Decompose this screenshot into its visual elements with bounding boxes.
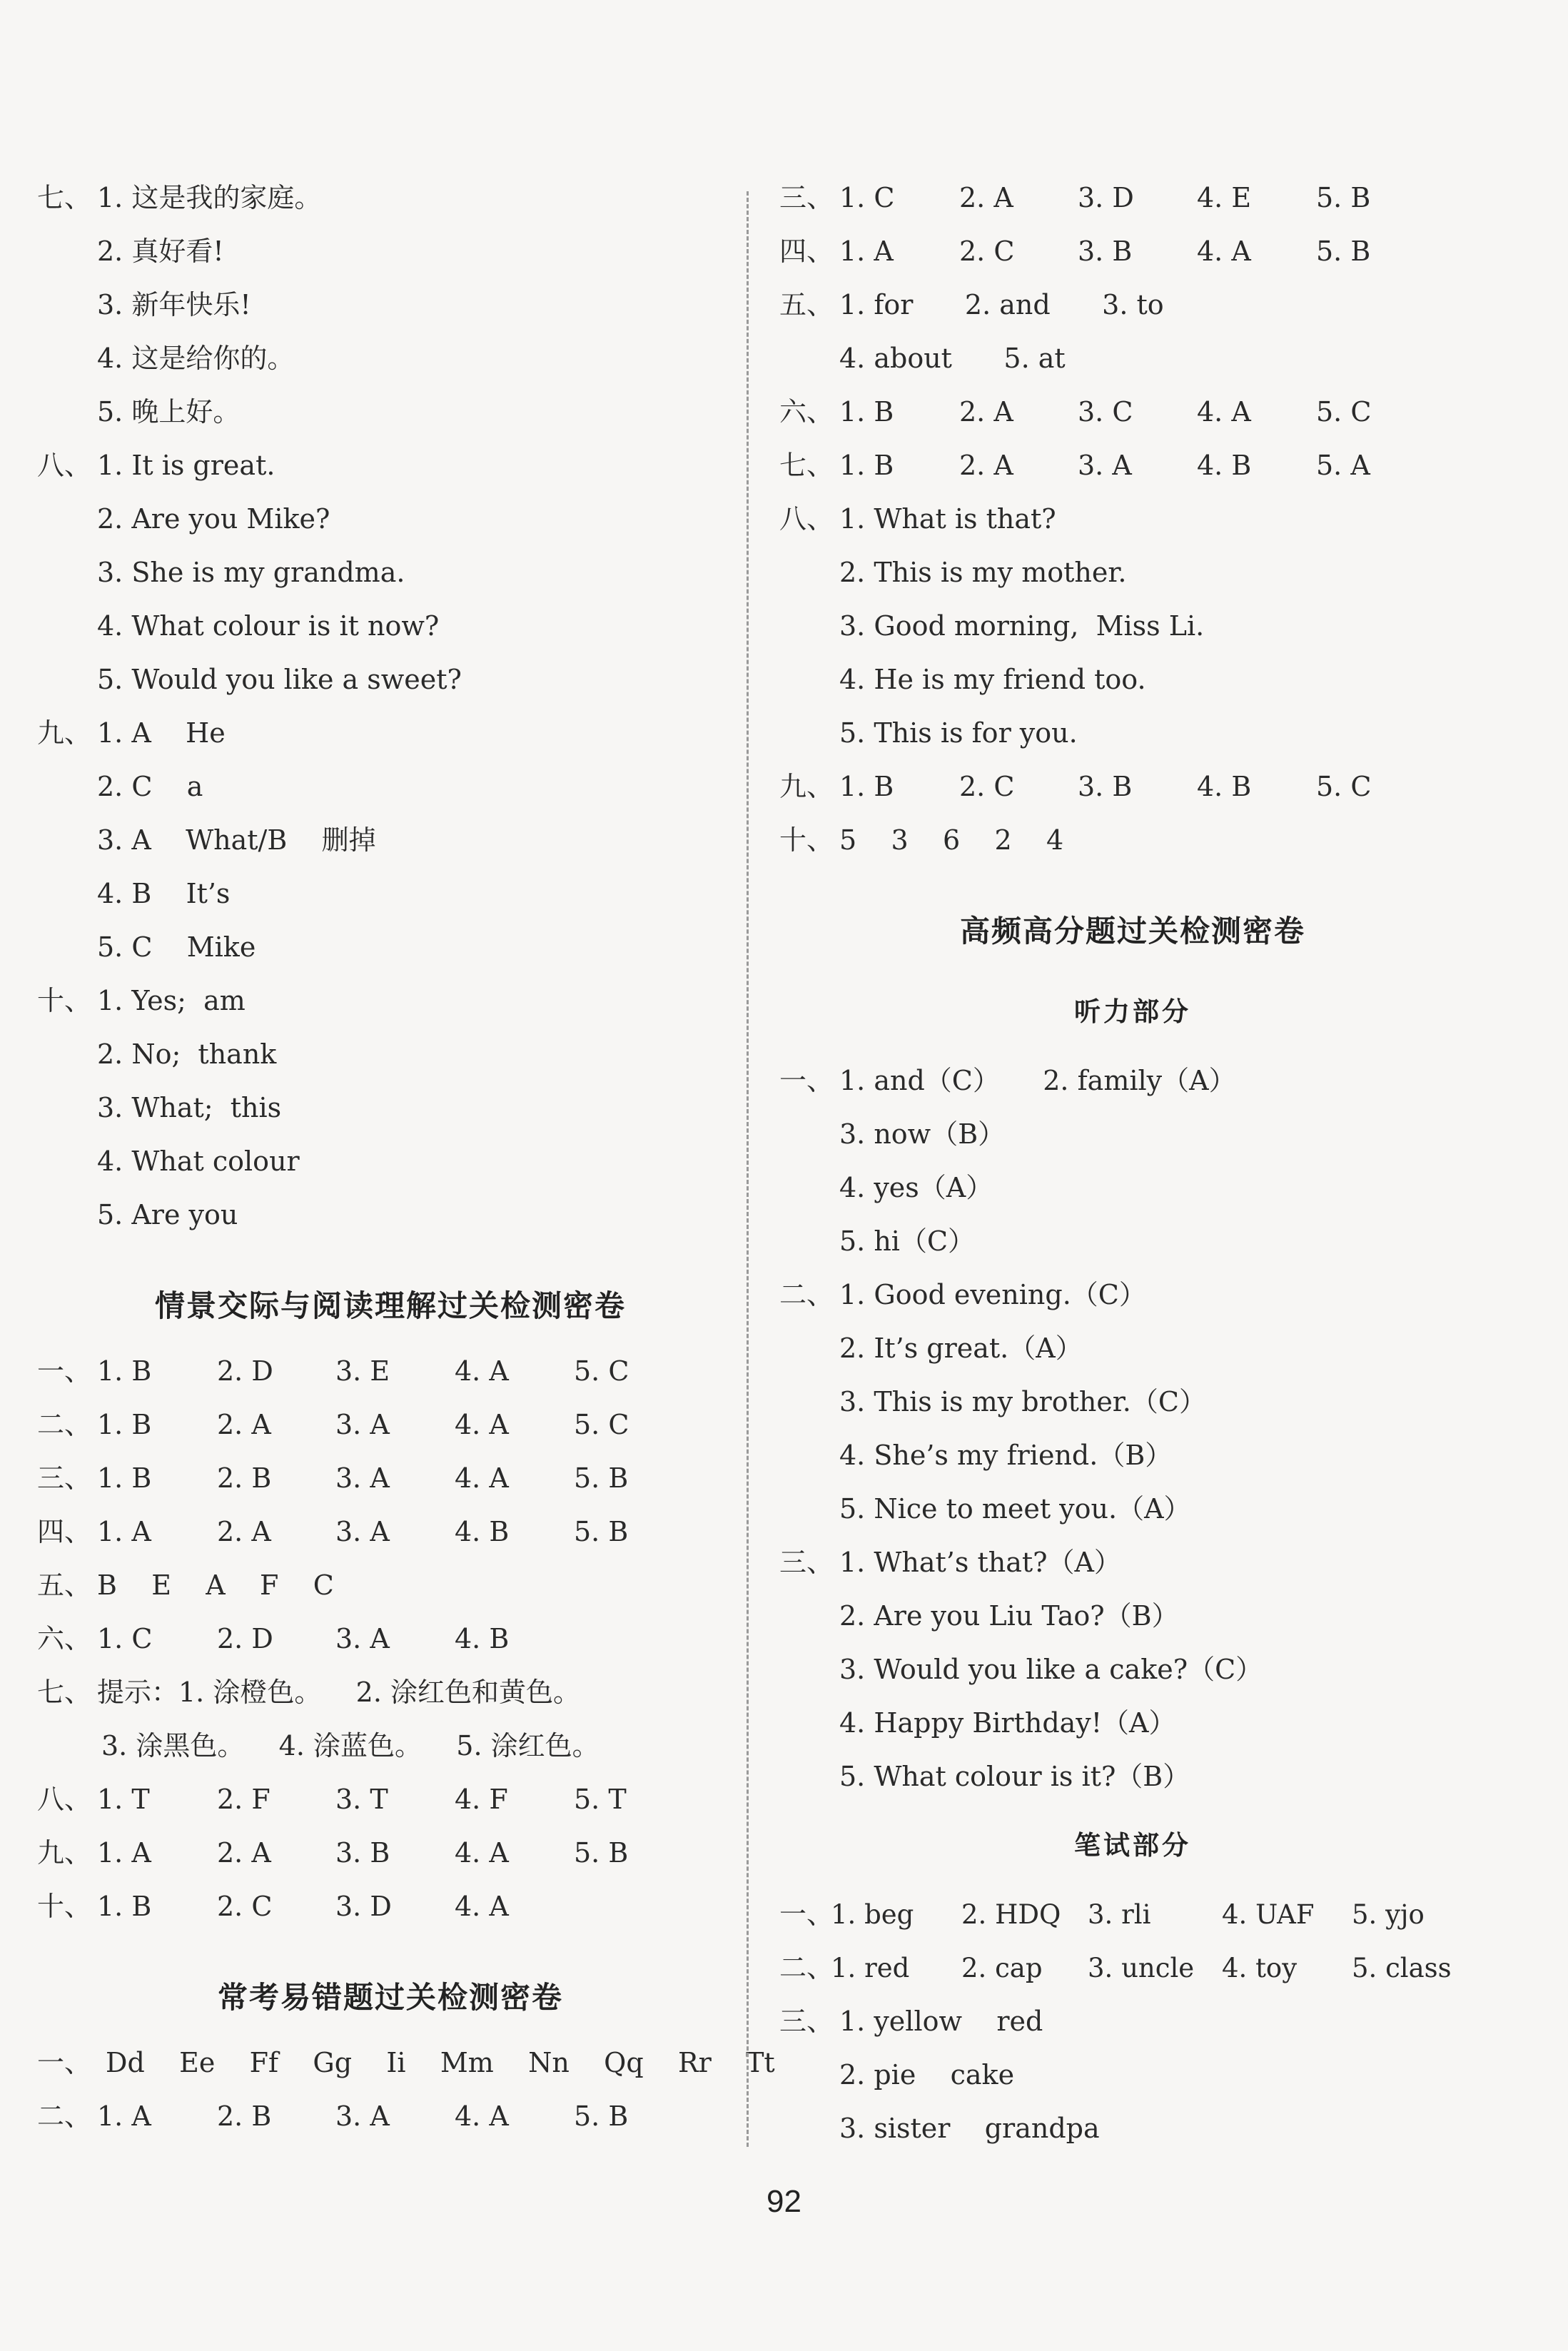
answer-line [37,760,744,814]
answer-cell: 3. A [335,1516,390,1547]
answer-cell: 2. B [217,1462,272,1494]
answer-text: 3. 新年快乐! [97,289,251,320]
answer-text: 4. yes（A） [839,1172,993,1203]
answer-row [37,1880,744,1933]
answer-cell: 1. C [839,182,895,213]
question-marker: 一、 [779,1899,834,1930]
answer-text: 1. What is that? [839,503,1056,535]
question-marker: 四、 [779,236,834,267]
answer-cell: 2. D [217,1355,273,1387]
answer-line [37,814,744,867]
answer-line [779,2048,1486,2102]
listening-subtitle: 听力部分 [1074,996,1191,1027]
answer-line [37,653,744,707]
answer-cell: 3. A [335,2100,390,2132]
answer-text: 3. 涂黑色。 4. 涂蓝色。 5. 涂红色。 [101,1730,600,1761]
answer-line [37,492,744,546]
answer-line [37,1135,744,1188]
question-marker: 三、 [779,182,834,213]
answer-line [779,1750,1486,1804]
question-marker: 九、 [779,771,834,802]
question-marker: 五、 [779,289,834,320]
answer-line [37,1081,744,1135]
answer-cell: 4. UAF [1222,1899,1315,1930]
answer-cell: 3. T [335,1784,388,1815]
right-column [779,171,1486,2155]
answer-cell: 1. beg [831,1899,914,1930]
answer-cell: 1. B [97,1462,152,1494]
answer-cell: 1. B [839,771,894,802]
answer-cell: 4. E [1197,182,1252,213]
answer-line [779,1268,1486,1322]
answer-cell: 4. A [455,1355,509,1387]
answer-text: 5. Would you like a sweet? [97,664,462,695]
answer-cell: 1. A [839,236,894,267]
answer-cell: 4. A [1197,396,1251,428]
answer-text: 4. What colour is it now? [97,610,440,642]
section-title: 常考易错题过关检测密卷 [217,1980,563,2015]
answer-cell: 5. B [574,1516,629,1547]
answer-cell: 5. C [1316,396,1372,428]
answer-text: 4. 这是给你的。 [97,343,295,374]
answer-cell: 2. C [217,1891,273,1922]
question-marker: 六、 [779,396,834,428]
answer-cell: 2. D [217,1623,273,1654]
answer-cell: 3. A [335,1409,390,1440]
answer-cell: 5. B [1316,182,1371,213]
answer-cell: 5. B [1316,236,1371,267]
answer-cell: 3. A [1078,450,1132,481]
answer-cell: 4. B [1197,771,1252,802]
answer-text: 2. This is my mother. [839,557,1127,588]
question-marker: 八、 [37,450,92,481]
question-marker: 十、 [37,985,92,1016]
answer-text: 3. Would you like a cake?（C） [839,1654,1263,1685]
question-marker: 七、 [779,450,834,481]
answer-line [779,1161,1486,1215]
answer-line [779,546,1486,600]
answer-line [37,439,744,492]
section-title: 高频高分题过关检测密卷 [959,914,1305,949]
answer-line [779,600,1486,653]
answer-line [779,1697,1486,1750]
answer-cell: 5. C [574,1409,629,1440]
answer-row [37,1719,744,1773]
answer-line [37,546,744,600]
question-marker: 九、 [37,1837,92,1869]
answer-cell: 4. A [455,1837,509,1869]
answer-cell: 2. C [959,236,1015,267]
answer-line [37,332,744,385]
question-marker: 三、 [779,1547,834,1578]
answer-line [779,492,1486,546]
answer-line [779,1108,1486,1161]
answer-row [779,1941,1486,1995]
answer-cell: 5. class [1352,1953,1452,1983]
answer-text: 5 3 6 2 4 [839,824,1064,856]
answer-cell: 5. T [574,1784,627,1815]
answer-text: 1. It is great. [97,450,275,481]
answer-line [37,707,744,760]
written-subtitle: 笔试部分 [1074,1830,1191,1861]
answer-line [37,171,744,225]
answer-row [779,1888,1486,1941]
answer-text: 3. What; this [97,1092,282,1123]
answer-cell: 2. B [217,2100,272,2132]
answer-cell: 5. B [574,2100,629,2132]
answer-text: 1. A He [97,717,226,749]
answer-line [779,1995,1486,2048]
answer-line [779,1482,1486,1536]
answer-cell: 3. rli [1088,1899,1151,1930]
answer-text: 4. B It’s [97,878,231,909]
answer-row [37,1773,744,1826]
question-marker: 七、 [37,182,92,213]
answer-line [779,1215,1486,1268]
question-marker: 七、 [37,1677,92,1708]
answer-text: 4. What colour [97,1146,300,1177]
answer-cell: 1. B [97,1355,152,1387]
answer-cell: 3. B [1078,771,1133,802]
answer-text: 5. C Mike [97,931,256,963]
question-marker: 一、 [37,2047,92,2078]
answer-text: 5. hi（C） [839,1225,976,1257]
answer-text: 2. 真好看! [97,236,224,267]
answer-row [37,1452,744,1505]
answer-line [779,1536,1486,1589]
answer-cell: 4. A [1197,236,1251,267]
answer-line [37,1028,744,1081]
answer-cell: 2. A [959,450,1013,481]
answer-line [37,600,744,653]
answer-text: 2. pie cake [839,2059,1015,2090]
answer-line [37,278,744,332]
question-marker: 一、 [779,1065,834,1096]
question-marker: 十、 [779,824,834,856]
answer-cell: 3. A [335,1623,390,1654]
answer-cell: 2. HDQ [961,1899,1061,1930]
answer-text: 1. for 2. and 3. to [839,289,1164,320]
answer-line [37,921,744,974]
answer-text: 2. It’s great.（A） [839,1333,1083,1364]
answer-text: Dd Ee Ff Gg Ii Mm Nn Qq Rr Tt [106,2047,775,2078]
answer-line [37,1188,744,1242]
answer-cell: 2. A [959,396,1013,428]
answer-text: 5. What colour is it?（B） [839,1761,1190,1792]
answer-cell: 4. B [455,1516,510,1547]
answer-text: 1. and（C） 2. family（A） [839,1065,1236,1096]
answer-text: 1. Good evening.（C） [839,1279,1146,1310]
answer-cell: 1. B [839,450,894,481]
answer-row [779,760,1486,814]
answer-line [779,653,1486,707]
answer-cell: 4. B [455,1623,510,1654]
answer-text: 1. yellow red [839,2006,1043,2037]
question-marker: 六、 [37,1623,92,1654]
answer-text: 4. about 5. at [839,343,1066,374]
section-title: 情景交际与阅读理解过关检测密卷 [154,1288,626,1323]
answer-cell: 3. E [335,1355,390,1387]
answer-text: 3. Good morning, Miss Li. [839,610,1205,642]
answer-line [779,1375,1486,1429]
answer-text: 3. sister grandpa [839,2113,1100,2144]
answer-cell: 3. B [1078,236,1133,267]
answer-row [779,278,1486,332]
page-number: 92 [767,2184,801,2219]
answer-text: 2. C a [97,771,203,802]
question-marker: 二、 [779,1279,834,1310]
question-marker: 九、 [37,717,92,749]
answer-line [37,974,744,1028]
answer-cell: 3. D [1078,182,1134,213]
answer-cell: 1. C [97,1623,153,1654]
answer-cell: 2. A [217,1409,271,1440]
answer-cell: 4. toy [1222,1953,1298,1983]
answer-cell: 5. C [1316,771,1372,802]
answer-cell: 5. A [1316,450,1370,481]
answer-cell: 3. C [1078,396,1133,428]
answer-cell: 2. F [217,1784,270,1815]
answer-cell: 1. B [97,1409,152,1440]
answer-text: 提示：1. 涂橙色。 2. 涂红色和黄色。 [97,1677,580,1708]
answer-line [779,1589,1486,1643]
answer-cell: 3. A [335,1462,390,1494]
question-marker: 三、 [37,1462,92,1494]
answer-line [779,1643,1486,1697]
answer-row [37,1666,744,1719]
answer-text: 5. This is for you. [839,717,1078,749]
answer-line [37,225,744,278]
answer-cell: 2. cap [961,1953,1043,1983]
answer-text: B E A F C [97,1569,334,1601]
answer-line [779,2102,1486,2155]
answer-cell: 4. A [455,2100,509,2132]
answer-cell: 4. A [455,1462,509,1494]
answer-cell: 2. A [217,1837,271,1869]
answer-line [37,385,744,439]
answer-row [779,385,1486,439]
answer-cell: 3. B [335,1837,390,1869]
answer-cell: 4. A [455,1891,509,1922]
answer-text: 4. She’s my friend.（B） [839,1440,1173,1471]
answer-row [37,2090,744,2143]
answer-cell: 2. A [217,1516,271,1547]
question-marker: 二、 [779,1952,834,1983]
left-column [37,171,775,2143]
answer-cell: 1. T [97,1784,150,1815]
question-marker: 一、 [37,1355,92,1387]
answer-row [779,439,1486,492]
answer-cell: 5. yjo [1352,1899,1425,1930]
answer-row [37,1559,744,1612]
answer-cell: 1. A [97,2100,151,2132]
answer-row [37,1398,744,1452]
answer-text: 3. This is my brother.（C） [839,1386,1206,1417]
answer-row [779,814,1486,867]
answer-row [37,1345,744,1398]
answer-text: 5. Are you [97,1199,238,1230]
answer-text: 2. Are you Mike? [97,503,330,535]
answer-cell: 1. red [831,1953,910,1983]
question-marker: 八、 [779,503,834,535]
answer-text: 1. 这是我的家庭。 [97,182,322,213]
answer-cell: 4. F [455,1784,508,1815]
answer-text: 3. A What/B 删掉 [97,824,376,856]
question-marker: 五、 [37,1569,92,1601]
answer-cell: 4. A [455,1409,509,1440]
answer-line [779,1429,1486,1482]
question-marker: 八、 [37,1784,92,1815]
answer-row [779,332,1486,385]
answer-text: 3. She is my grandma. [97,557,405,588]
answer-cell: 3. uncle [1088,1953,1195,1983]
answer-row [37,2036,775,2090]
answer-cell: 1. A [97,1837,151,1869]
answer-text: 1. What’s that?（A） [839,1547,1121,1578]
answer-cell: 3. D [335,1891,392,1922]
answer-text: 4. He is my friend too. [839,664,1146,695]
answer-cell: 5. B [574,1462,629,1494]
answer-row [37,1612,744,1666]
answer-line [779,1054,1486,1108]
answer-line [37,867,744,921]
answer-text: 4. Happy Birthday!（A） [839,1707,1176,1739]
answer-row [779,225,1486,278]
question-marker: 三、 [779,2006,834,2037]
answer-cell: 2. A [959,182,1013,213]
answer-line [779,707,1486,760]
answer-row [779,171,1486,225]
question-marker: 二、 [37,2100,92,2132]
column-divider [747,191,749,2147]
answer-row [37,1826,744,1880]
question-marker: 二、 [37,1409,92,1440]
answer-text: 5. 晚上好。 [97,396,241,428]
question-marker: 十、 [37,1891,92,1922]
answer-cell: 5. B [574,1837,629,1869]
answer-cell: 4. B [1197,450,1252,481]
answer-cell: 1. B [97,1891,152,1922]
answer-line [779,1322,1486,1375]
answer-text: 2. No; thank [97,1038,277,1070]
answer-cell: 1. A [97,1516,151,1547]
answer-text: 1. Yes; am [97,985,246,1016]
answer-cell: 1. B [839,396,894,428]
answer-row [37,1505,744,1559]
answer-text: 3. now（B） [839,1118,1006,1150]
question-marker: 四、 [37,1516,92,1547]
answer-cell: 5. C [574,1355,629,1387]
answer-cell: 2. C [959,771,1015,802]
answer-text: 5. Nice to meet you.（A） [839,1493,1191,1525]
answer-text: 2. Are you Liu Tao?（B） [839,1600,1179,1632]
